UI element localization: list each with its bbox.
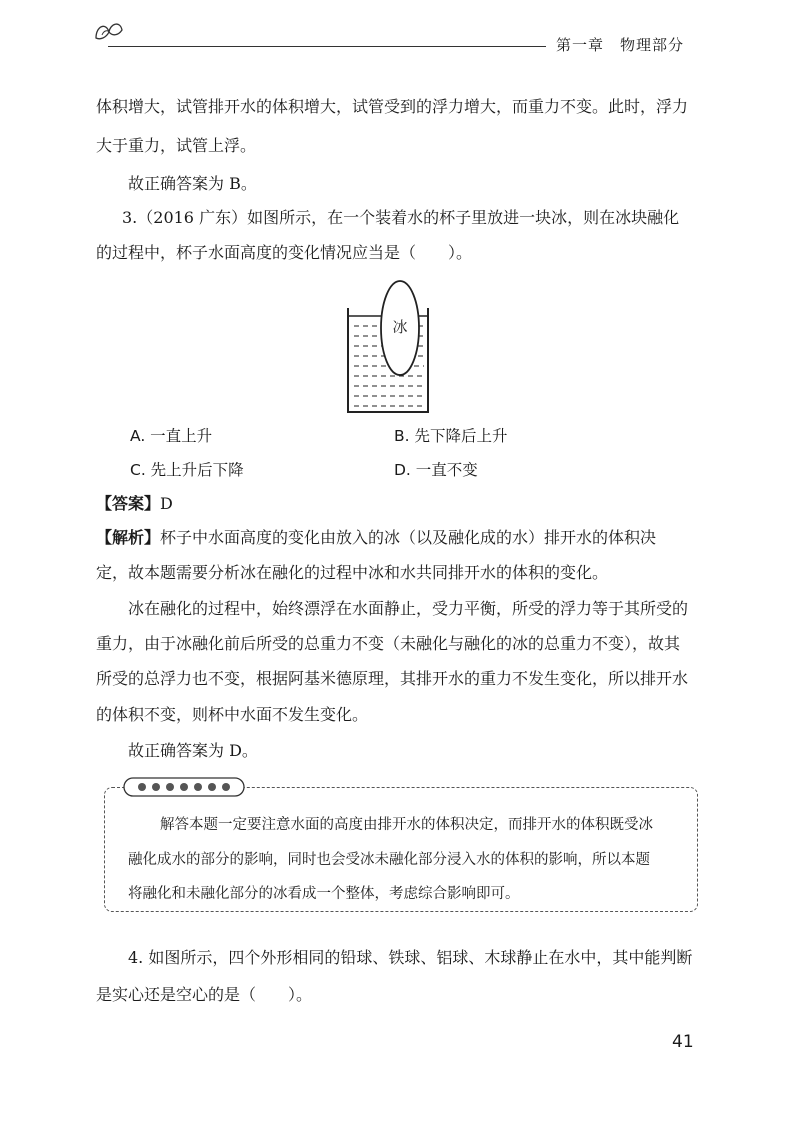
analysis-line: 所受的总浮力也不变，根据阿基米德原理，其排开水的重力不发生变化，所以排开水 bbox=[96, 669, 689, 688]
question-4-text: 是实心还是空心的是（ ）。 bbox=[96, 985, 313, 1004]
tip-badge-icon bbox=[122, 776, 246, 798]
option-b: B. 先下降后上升 bbox=[394, 427, 508, 445]
analysis-tag: 【解析】 bbox=[96, 528, 161, 547]
option-a: A. 一直上升 bbox=[130, 427, 213, 445]
chapter-title: 第一章 物理部分 bbox=[556, 36, 685, 54]
ice-label: 冰 bbox=[392, 318, 408, 336]
tip-line: 解答本题一定要注意水面的高度由排开水的体积决定，而排开水的体积既受冰 bbox=[160, 817, 653, 833]
analysis-line: 的体积不变，则杯中水面不发生变化。 bbox=[96, 705, 369, 724]
answer-conclusion: 故正确答案为 B。 bbox=[128, 174, 257, 193]
tip-line: 融化成水的部分的影响，同时也会受冰未融化部分浸入水的体积的影响，所以本题 bbox=[128, 852, 650, 868]
analysis-line: 重力，由于冰融化前后所受的总重力不变（未融化与融化的冰的总重力不变），故其 bbox=[96, 634, 681, 653]
question-3-text: 的过程中，杯子水面高度的变化情况应当是（ ）。 bbox=[96, 243, 473, 262]
option-c: C. 先上升后下降 bbox=[130, 461, 244, 479]
header-rule bbox=[108, 46, 546, 47]
answer-line bbox=[96, 494, 173, 514]
analysis-line: 冰在融化的过程中，始终漂浮在水面静止，受力平衡，所受的浮力等于其所受的 bbox=[128, 599, 689, 618]
ice-in-cup-icon bbox=[338, 280, 438, 416]
paragraph-line: 大于重力，试管上浮。 bbox=[96, 136, 257, 155]
paragraph-line: 体积增大，试管排开水的体积增大，试管受到的浮力增大，而重力不变。此时，浮力 bbox=[96, 97, 689, 116]
leaf-ornament-icon bbox=[92, 18, 126, 42]
option-d: D. 一直不变 bbox=[394, 461, 478, 479]
answer-conclusion: 故正确答案为 D。 bbox=[128, 741, 258, 760]
question-3-text: 3.（2016 广东）如图所示，在一个装着水的杯子里放进一块冰，则在冰块融化 bbox=[122, 208, 680, 227]
analysis-line bbox=[96, 528, 656, 548]
answer-tag: 【答案】 bbox=[96, 494, 161, 513]
page-number: 41 bbox=[672, 1032, 694, 1052]
answer-value: D bbox=[160, 494, 173, 513]
tip-line: 将融化和未融化部分的冰看成一个整体，考虑综合影响即可。 bbox=[128, 886, 520, 902]
analysis-line: 定，故本题需要分析冰在融化的过程中冰和水共同排开水的体积的变化。 bbox=[96, 563, 609, 582]
analysis-text: 杯子中水面高度的变化由放入的冰（以及融化成的水）排开水的体积决 bbox=[160, 528, 657, 547]
question-4-text: 4. 如图所示，四个外形相同的铅球、铁球、铝球、木球静止在水中，其中能判断 bbox=[128, 948, 693, 967]
